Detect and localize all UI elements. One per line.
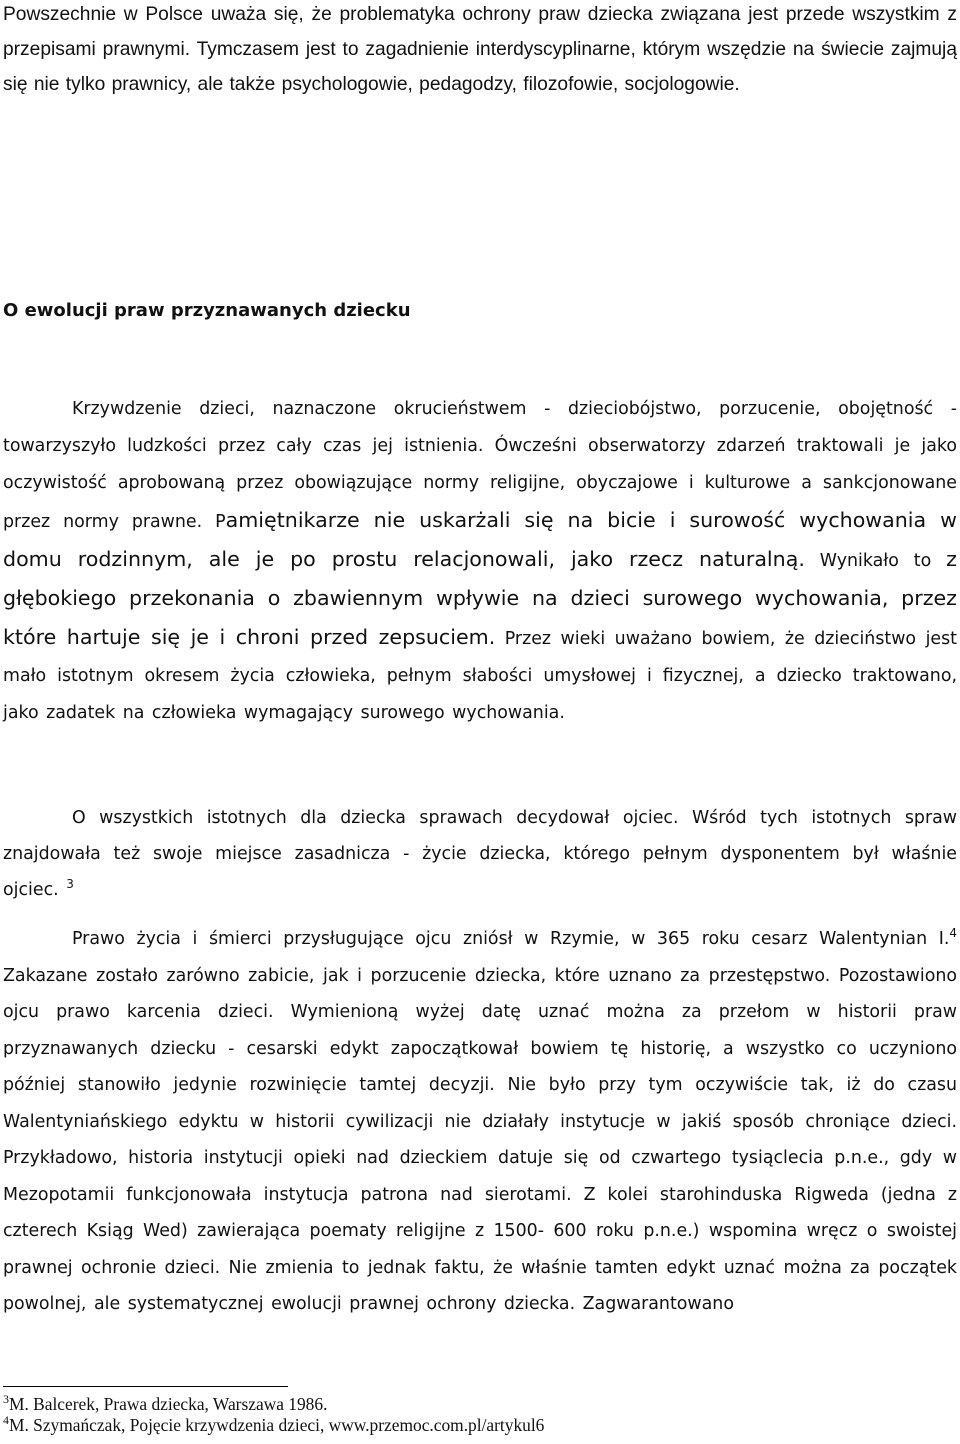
footnote-ref: 3: [66, 877, 74, 892]
paragraph-text: Krzywdzenie dzieci, naznaczone okrucieństwem - dzieciobójstwo, porzucenie, obojętność - towarzyszyło ludzkości przez cały czas jej istnienia. Ówcześni obserwatorzy zdarzeń traktowali je jako oczywistość aprobowaną przez obowiązujące normy religijne, obyczajowe i kulturowe a sankcjonowane przez normy prawne. P: [3, 399, 957, 532]
footnote-ref: 4: [949, 926, 957, 941]
footnote-3: [3, 1394, 327, 1415]
intro-paragraph: Powszechnie w Polsce uważa się, że problematyka ochrony praw dziecka związana jest przede wszystkim z przepisami prawnymi. Tymczasem jest to zagadnienie interdyscyplinarne, którym wszędzie na świecie zajmują się nie tylko prawnicy, ale także psychologowie, pedagodzy, filozofowie, socjologowie.: [3, 4, 957, 95]
paragraph-text: Przez wieki uważano bowiem, że dzieciństwo jest mało istotnym okresem życia człowieka, pełnym słabości umysłowej i fizycznej, a dziecko traktowano, jako zadatek na człowieka wymagający surowego wychowania.: [3, 629, 957, 723]
paragraph-text: O wszystkich istotnych dla dziecka sprawach decydował ojciec. Wśród tych istotnych spraw znajdowała też swoje miejsce zasadnicza - życie dziecka, którego pełnym dysponentem był właśnie ojciec.: [3, 808, 957, 900]
section-heading: O ewolucji praw przyznawanych dziecku: [3, 300, 411, 321]
paragraph-text: Zakazane zostało zarówno zabicie, jak i porzucenie dziecka, które uznano za przestępstwo. Pozostawiono ojcu prawo karcenia dzieci. Wymienioną wyżej datę uznać można za przełom w historii praw przyznawanych dziecku - cesarski edykt zapoczątkował bowiem tę historię, a wszystko co uczyniono później stanowiło jedynie rozwinięcie tamtej decyzji. Nie było przy tym oczywiście tak, iż do czasu Walentyniańskiego edyktu w historii cywilizacji nie działały instytucje w jakiś sposób chroniące dzieci. Przykładowo, historia instytucji opieki nad dzieckiem datuje się od czwartego tysiąclecia p.n.e., gdy w Mezopotamii funkcjonowała instytucja patrona nad sierotami. Z kolei starohinduska Rigweda (jedna z czterech Ksiąg Wed) zawierająca poematy religijne z 1500- 600 roku p.n.e.) wspomina wręcz o swoistej prawnej ochronie dzieci. Nie zmienia to jednak faktu, że właśnie tamten edykt uznać można za początek powolnej, ale systematycznej ewolucji prawnej ochrony dziecka. Zagwarantowano: [3, 965, 957, 1314]
paragraph-text-large: amiętnikarze nie uskarżali się na bicie i surowość wychowania w domu rodzinnym, ale je po prostu relacjonowali, jako rzecz naturalną.: [3, 508, 957, 571]
paragraph-text: Wynikało to: [804, 551, 947, 571]
footnote-number: 4: [3, 1413, 9, 1428]
footnote-number: 3: [3, 1392, 9, 1407]
footnote-4: [3, 1415, 544, 1436]
footnote-separator: [3, 1386, 288, 1387]
footnote-text: M. Balcerek, Prawa dziecka, Warszawa 1986.: [9, 1394, 328, 1414]
paragraph-father-authority: [3, 800, 957, 908]
paragraph-text: Prawo życia i śmierci przysługujące ojcu zniósł w Rzymie, w 365 roku cesarz Walentynian I.: [72, 929, 950, 949]
paragraph-roman-edict: [3, 921, 957, 1323]
paragraph-text-large: z głębokiego przekonania o zbawiennym wpływie na dzieci surowego wychowania, przez które hartuje się je i chroni przed zepsuciem.: [3, 547, 957, 649]
footnote-text: M. Szymańczak, Pojęcie krzywdzenia dzieci, www.przemoc.com.pl/artykul6: [9, 1415, 545, 1435]
paragraph-child-abuse-history: [3, 391, 957, 732]
